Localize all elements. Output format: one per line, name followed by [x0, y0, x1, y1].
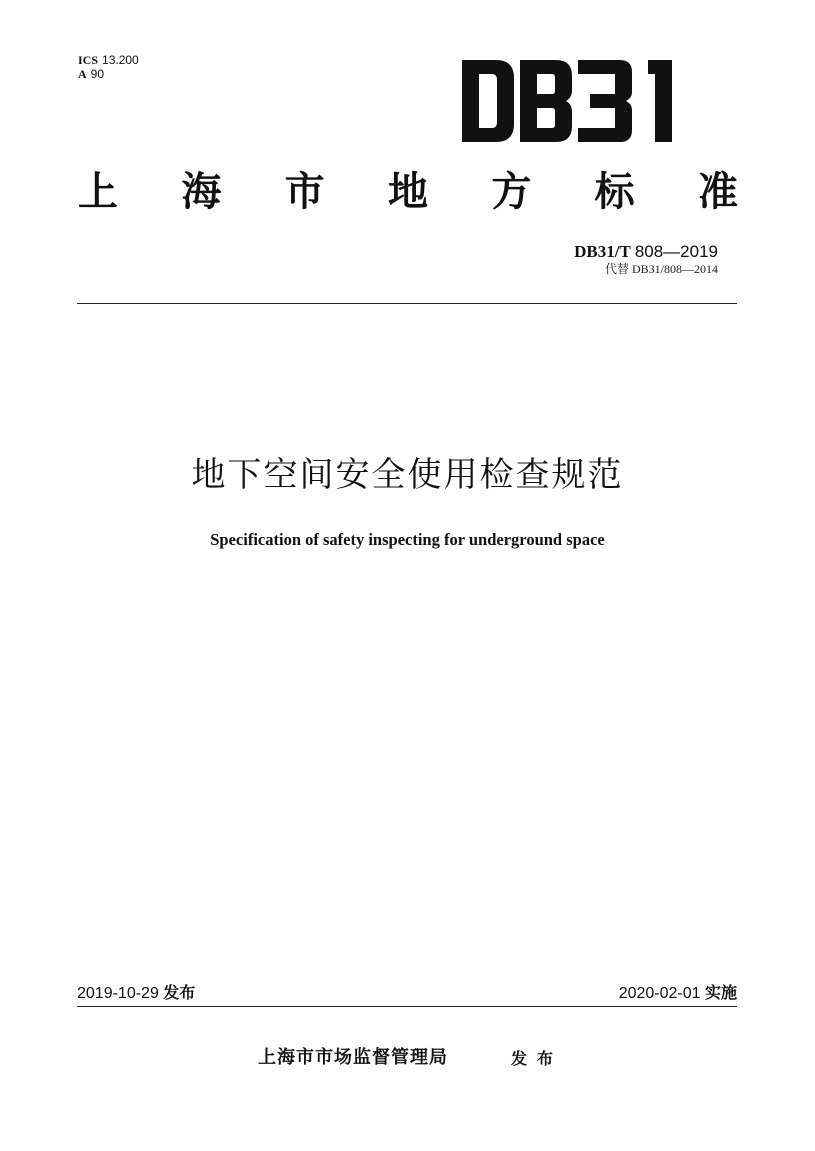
db31-logo: [462, 60, 688, 142]
ics-code-row: [78, 53, 139, 67]
title-char: 海: [181, 169, 222, 215]
title-char: 地: [387, 169, 428, 215]
title-char: 市: [284, 169, 325, 215]
publisher-action: 发布: [511, 1049, 564, 1068]
standard-code: [574, 243, 718, 261]
ics-label: ICS: [78, 53, 99, 67]
standard-type-title: [78, 168, 738, 216]
title-char: 方: [491, 169, 532, 215]
implementation-date: 2020-02-01: [618, 985, 701, 1002]
bottom-divider: [77, 1006, 737, 1007]
release-label: 发布: [163, 983, 196, 1002]
top-divider: [77, 303, 737, 304]
class-code-row: [78, 67, 139, 81]
implementation-date-line: [619, 983, 737, 1004]
implementation-label: 实施: [704, 983, 737, 1002]
title-char: 标: [594, 169, 635, 215]
title-char: 准: [697, 169, 738, 215]
standard-number-block: [574, 243, 718, 276]
title-char: 上: [78, 169, 118, 215]
ics-value: 13.200: [102, 53, 139, 67]
standard-code-number: 808—2019: [634, 242, 718, 261]
standard-code-prefix: DB31/T: [574, 242, 631, 261]
class-label: A: [78, 67, 87, 81]
class-value: 90: [90, 67, 105, 81]
replaces-standard: 代替 DB31/808—2014: [604, 262, 718, 276]
document-title-en: Specification of safety inspecting for underground space: [210, 530, 605, 549]
release-date: 2019-10-29: [77, 985, 159, 1002]
release-date-line: [77, 983, 195, 1004]
ics-classification: [78, 53, 139, 81]
document-title-cn: 地下空间安全使用检查规范: [191, 455, 624, 495]
publisher-name: 上海市市场监督管理局: [258, 1047, 448, 1068]
